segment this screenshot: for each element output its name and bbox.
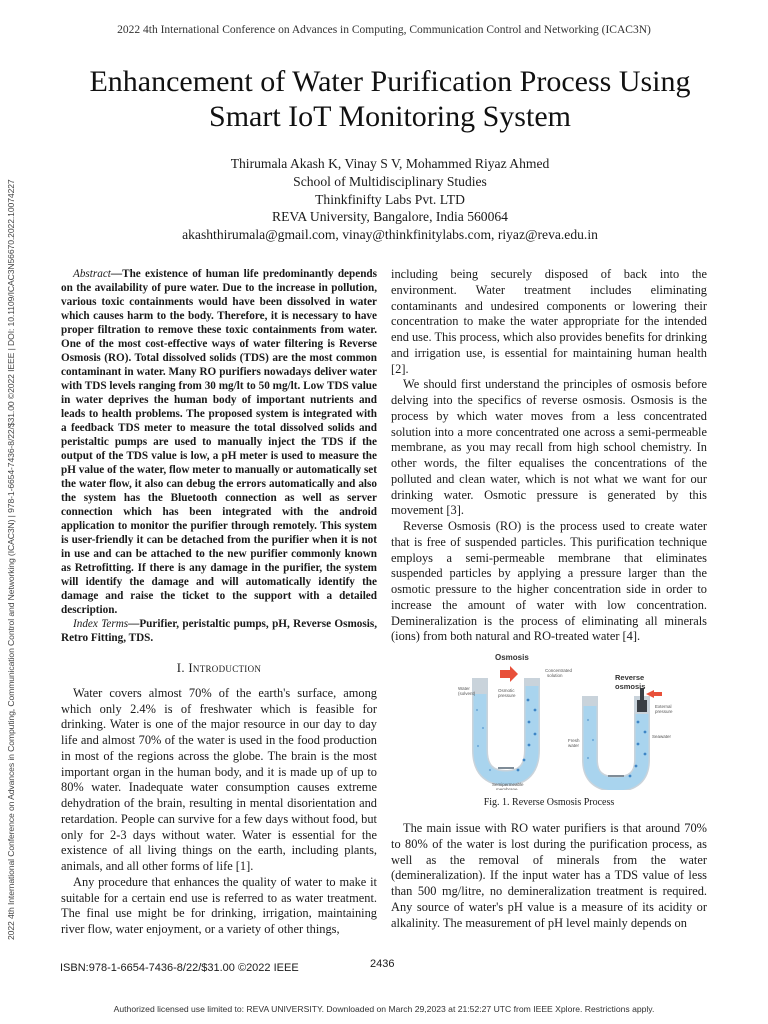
label-reverse-1: Reverse [615, 673, 645, 682]
label-external-2: pressure [655, 709, 673, 714]
right-paragraph-1: including being securely disposed of back into the environment. Water treatment includes eliminating contaminants and undesired components or lowering their concentration to make the water appropriate for the intended end use. This process, which also provides benefits for drinking and irrigation use, is essential for maintaining human health [2]. [391, 267, 708, 376]
label-reverse-2: osmosis [615, 682, 646, 691]
title-line-2: Smart IoT Monitoring System [209, 100, 571, 133]
label-water-2: (solvent) [458, 691, 476, 696]
abstract-text: —The existence of human life predominantly depends on the availability of pure water. Due to the increase in pollution, various toxic containments would have been dissolved in water which causes harm to the body. Therefore, it is necessary to have proper filtration to remove these toxic containments from water. One of the most cost-effective ways of water filtering is Reverse Osmosis (RO). Total dissolved solids (TDS) are the most common contaminant in water. Many RO purifiers nowadays deliver water with TDS levels ranging from 30 mg/lt to 50 mg/lt. Low TDS value in water deprives the human body of important nutrients and leads to health problems. The proposed system is integrated with a feedback TDS meter to measure the total dissolved solids and peristaltic pumps are used to manually inject the TDS if the output of the TDS value is low, a pH meter is used to measure the pH value of the water, flow meter to manually or automatically set the water flow, it also can debug the errors automatically and also the system has the Bluetooth connection as well as server connection which has been integrated with the android application to monitor the purifier through remotely. This system is user-friendly it can be detached from the purifier when it is not in use and can be attached to the new purifier commonly known as Retrofitting. If there is any damage in the purifier, the system will identify the damage and will automatically identify the damage and raise the ticket to the support with a detailed description. [61, 268, 377, 616]
footer-isbn: ISBN:978-1-6654-7436-8/22/$31.00 ©2022 IEEE [60, 962, 299, 974]
license-notice: Authorized licensed use limited to: REVA UNIVERSITY. Downloaded on March 29,2023 at 21:52:27 UTC from IEEE Xplore. Restrictions apply. [113, 1004, 655, 1014]
affiliation-3: REVA University, Bangalore, India 560064 [272, 209, 508, 225]
section-title: Introduction [188, 661, 262, 675]
index-terms [61, 617, 377, 645]
label-water-1: Water [458, 686, 470, 691]
right-column [391, 267, 707, 645]
right-paragraph-2: We should first understand the principles of osmosis before delving into the specifics of reverse osmosis. Osmosis is the process by which water moves from a less concentrated solution into a more concentrated one across a semi-permeable membrane, as you may recall from high school chemistry. In other words, the filter equalises the concentrations of the polluted and clean water, which is not what we want for our drinking water. Osmotic pressure is generated by this movement [3]. [391, 377, 707, 518]
title-line-1: Enhancement of Water Purification Process Using [89, 65, 691, 98]
author-names: Thirumala Akash K, Vinay S V, Mohammed Riyaz Ahmed [230, 156, 550, 171]
osmosis-diagram [440, 650, 690, 790]
label-concentrated-2: solution [547, 673, 563, 678]
left-column [61, 267, 377, 938]
affiliation-1: School of Multidisciplinary Studies [293, 173, 487, 189]
intro-paragraph-2: Any procedure that enhances the quality of water to make it suitable for a certain end use is referred to as water treatment. The final use might be for drinking, irrigation, maintaining river flow, water enjoyment, or a variety of other things, [61, 874, 377, 936]
page-number: 2436 [370, 958, 395, 970]
side-doi-note: 2022 4th International Conference on Advances in Computing, Communication Control and Networking (ICAC3N) | 978-1-6654-7436-8/22/$31.00 ©2022 IEEE | DOI: 10.1109/ICAC3N56670.2022.10074227 [6, 179, 16, 940]
section-number: I. [176, 661, 185, 675]
right-paragraph-4: The main issue with RO water purifiers is that around 70% to 80% of the water is lost during the purification process, as well as the removal of minerals from the water (demineralization). If the input water has a TDS value of less than 500 mg/litre, no demineralization treatment is required. Any source of water's pH value is a measure of its acidity or alkalinity. The measurement of pH level mainly depends on [391, 821, 707, 930]
author-emails: akashthirumala@gmail.com, vinay@thinkfinitylabs.com, riyaz@reva.edu.in [182, 227, 598, 243]
figure-caption: Fig. 1. Reverse Osmosis Process [483, 797, 615, 808]
label-seawater: Seawater [652, 734, 672, 739]
label-osmotic-2: pressure [498, 693, 516, 698]
right-column-lower [391, 821, 707, 931]
author-block [60, 155, 720, 244]
label-semipermeable-1: Semipermeable [492, 782, 524, 787]
right-paragraph-3: Reverse Osmosis (RO) is the process used to create water that is free of suspended particles. This purification technique employs a semi-permeable membrane that eliminates suspended particles by applying a pressure larger than the osmotic pressure to the higher concentration side in order to increase the amount of water with low concentration. Demineralization is the process of eliminating all minerals (ions) from both natural and RO-treated water [4]. [391, 519, 707, 644]
label-concentrated-1: Concentrated [545, 668, 573, 673]
abstract [61, 267, 377, 617]
label-osmotic-1: Osmotic [498, 688, 515, 693]
index-terms-text: —Purifier, peristaltic pumps, pH, Reverse Osmosis, Retro Fitting, TDS. [61, 618, 377, 644]
abstract-label: Abstract [73, 268, 111, 280]
osmosis-figure [440, 650, 690, 790]
intro-paragraph-1: Water covers almost 70% of the earth's surface, among which only 2.4% is of freshwater which is feasible for drinking. Water is one of the major resource in our day to day life and almost 70% of the water is used in the food production in most of the regions across the globe. The brain is the most important organ in the human body, and it is made up of up to 80% water. Inadequate water consumption causes extreme dehydration of the brain, resulting in mental disorientation and retardation. People can survive for a few days without food, but only for 2-3 days without water. Water is essential for the existence of all living things on the earth, including plants, animals, and all other forms of life [1]. [61, 685, 377, 873]
label-fresh-1: Fresh [568, 738, 580, 743]
label-fresh-2: water [568, 743, 580, 748]
osmosis-arrow-icon [500, 666, 518, 682]
label-osmosis: Osmosis [495, 653, 529, 662]
label-semipermeable-2: membrane [496, 787, 518, 790]
section-heading-introduction [61, 661, 377, 677]
label-external-1: External [655, 704, 672, 709]
paper-title [40, 64, 740, 134]
conference-header: 2022 4th International Conference on Advances in Computing, Communication Control and Networking (ICAC3N) [117, 24, 651, 36]
affiliation-2: Thinkfinifty Labs Pvt. LTD [315, 191, 465, 207]
index-terms-label: Index Terms [73, 618, 129, 630]
